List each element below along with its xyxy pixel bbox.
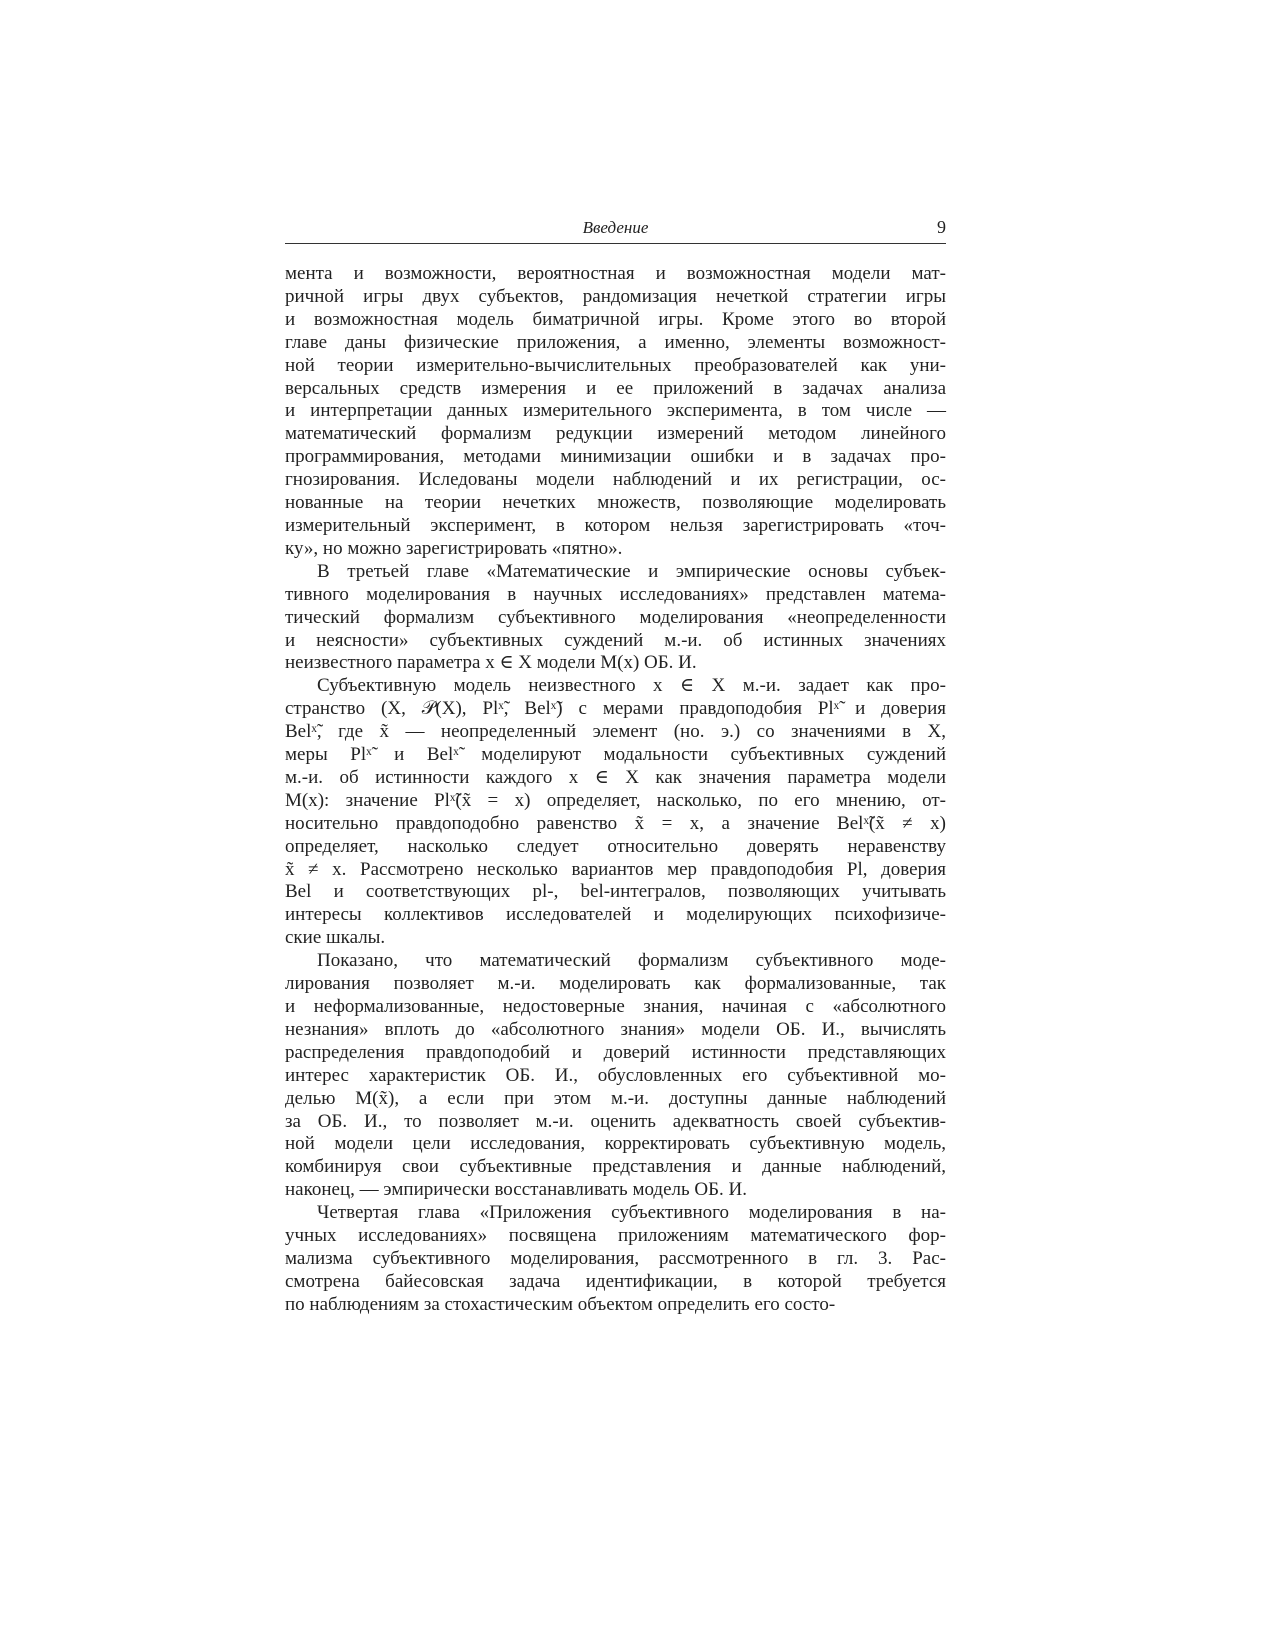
text-line: незнания» вплоть до «абсолютного знания» модели ОБ. И., вычислять [285, 1018, 946, 1040]
text-line: Bel и соответствующих pl-, bel-интегралов, позволяющих учитывать [285, 881, 946, 903]
text-line: Belˣ̃, где x̃ — неопределенный элемент (но. э.) со значениями в X, [285, 721, 946, 743]
paragraph-5 [285, 1202, 946, 1317]
text-line: странство (X, 𝒫(X), Plˣ̃, Belˣ̃) с мерами правдоподобия Plˣ̃ и доверия [285, 698, 946, 720]
page-number: 9 [937, 217, 946, 237]
text-line: гнозирования. Иследованы модели наблюдений и их регистрации, ос- [285, 469, 946, 491]
text-line: измерительный эксперимент, в котором нельзя зарегистрировать «точ- [285, 514, 946, 536]
text-line: и неформализованные, недостоверные знания, начиная с «абсолютного [285, 996, 946, 1017]
text-line: главе даны физические приложения, а именно, элементы возможност- [285, 331, 946, 353]
text-line: интересы коллективов исследователей и моделирующих психофизиче- [285, 904, 946, 926]
text-line: и неясности» субъективных суждений м.-и. об истинных значениях [285, 629, 946, 651]
book-page [285, 0, 946, 1651]
text-line: Субъективную модель неизвестного x ∈ X м.-и. задает как про- [317, 675, 946, 697]
text-line: мализма субъективного моделирования, рассмотренного в гл. 3. Рас- [285, 1247, 946, 1269]
text-line: ку», но можно зарегистрировать «пятно». [285, 537, 623, 559]
paragraph-3 [285, 675, 946, 950]
text-line: Показано, что математический формализм субъективного моде- [317, 950, 946, 972]
text-line: В третьей главе «Математические и эмпирические основы субъек- [317, 560, 946, 582]
text-line: тивного моделирования в научных исследованиях» представлен матема- [285, 583, 946, 605]
text-line: ной теории измерительно-вычислительных преобразователей как уни- [285, 354, 946, 376]
text-line: наконец, — эмпирически восстанавливать модель ОБ. И. [285, 1179, 748, 1201]
text-line: версальных средств измерения и ее приложений в задачах анализа [285, 377, 946, 399]
text-line: меры Plˣ̃ и Belˣ̃ моделируют модальности субъективных суждений [285, 744, 946, 766]
text-line: ной модели цели исследования, корректировать субъективную модель, [285, 1133, 946, 1155]
text-line: смотрена байесовская задача идентификации, в которой требуется [285, 1270, 946, 1292]
text-line: учных исследованиях» посвящена приложениям математического фор- [285, 1225, 946, 1247]
text-line: программирования, методами минимизации ошибки и в задачах про- [285, 446, 946, 468]
text-line: носительно правдоподобно равенство x̃ = x, а значение Belˣ̃(x̃ ≠ x) [285, 812, 946, 834]
paragraph-4 [285, 950, 946, 1202]
body-text [285, 263, 946, 1317]
text-line: x̃ ≠ x. Рассмотрено несколько вариантов мер правдоподобия Pl, доверия [285, 858, 946, 880]
text-line: нованные на теории нечетких множеств, позволяющие моделировать [285, 492, 946, 514]
text-line: и интерпретации данных измерительного эксперимента, в том числе — [285, 400, 946, 422]
text-line: ские шкалы. [285, 927, 386, 949]
text-line: и возможностная модель биматричной игры. Кроме этого во второй [285, 308, 946, 330]
text-line: ричной игры двух субъектов, рандомизация нечеткой стратегии игры [285, 285, 946, 307]
text-line: лирования позволяет м.-и. моделировать как формализованные, так [285, 973, 946, 995]
text-line: распределения правдоподобий и доверий истинности представляющих [285, 1041, 946, 1063]
text-line: Четвертая глава «Приложения субъективного моделирования в на- [317, 1202, 946, 1224]
text-line: мента и возможности, вероятностная и возможностная модели мат- [285, 263, 946, 284]
text-line: интерес характеристик ОБ. И., обусловленных его субъективной мо- [285, 1064, 946, 1086]
text-line: делью M(x̃), а если при этом м.-и. доступны данные наблюдений [285, 1087, 946, 1109]
text-line: м.-и. об истинности каждого x ∈ X как значения параметра модели [285, 766, 946, 788]
paragraph-1 [285, 263, 946, 561]
text-line: математический формализм редукции измерений методом линейного [285, 423, 946, 445]
paragraph-2 [285, 561, 946, 676]
chapter-title: Введение [582, 218, 649, 237]
text-line: за ОБ. И., то позволяет м.-и. оценить адекватность своей субъектив- [285, 1110, 946, 1132]
text-line: определяет, насколько следует относительно доверять неравенству [285, 835, 946, 857]
text-line: по наблюдениям за стохастическим объектом определить его состо- [285, 1293, 836, 1315]
running-head [285, 216, 946, 244]
text-line: M(x): значение Plˣ̃(x̃ = x) определяет, насколько, по его мнению, от- [285, 789, 946, 811]
text-line: неизвестного параметра x ∈ X модели M(x) ОБ. И. [285, 652, 697, 674]
text-line: комбинируя свои субъективные представления и данные наблюдений, [285, 1156, 946, 1178]
text-line: тический формализм субъективного моделирования «неопределенности [285, 606, 946, 628]
